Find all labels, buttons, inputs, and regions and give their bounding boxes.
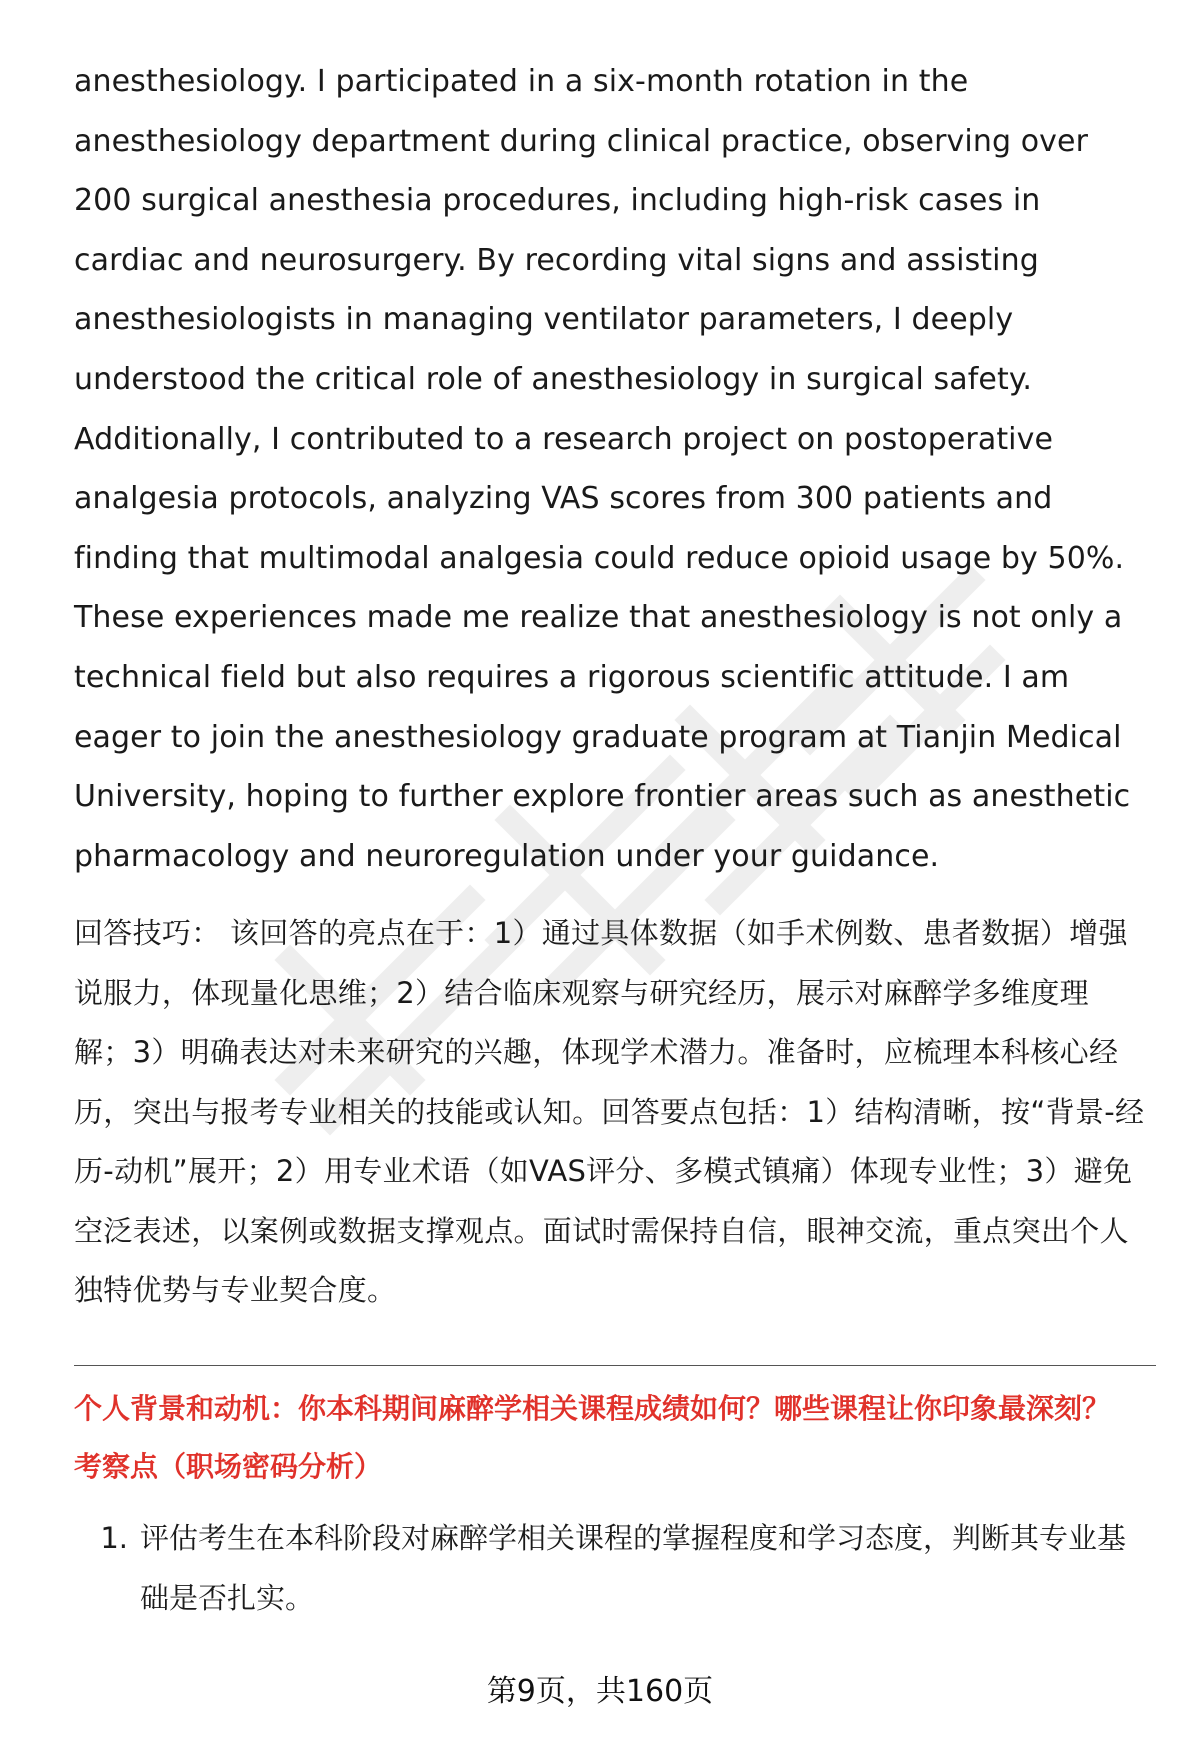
page-number-footer: 第9页，共160页 [486, 1674, 714, 1709]
assessment-points-list [74, 1508, 1146, 1628]
assessment-points-heading: 考察点（职场密码分析） [74, 1449, 383, 1483]
answer-english-paragraph: anesthesiology. I participated in a six-month rotation in the anesthesiology department during clinical practice, observing over 200 surgical anesthesia procedures, including high-risk cases in cardiac and neurosurgery. By recording vital signs and assisting anesthesiologists in managing ventilator parameters, I deeply understood the critical role of anesthesiology in surgical safety. Additionally, I contributed to a research project on postoperative analgesia protocols, analyzing VAS scores from 300 patients and finding that multimodal analgesia could reduce opioid usage by 50%. These experiences made me realize that anesthesiology is not only a technical field but also requires a rigorous scientific attitude. I am eager to join the anesthesiology graduate program at Tianjin Medical University, hoping to further explore frontier areas such as anesthetic pharmacology and neuroregulation under your guidance. [74, 64, 1131, 874]
list-item-text: 评估考生在本科阶段对麻醉学相关课程的掌握程度和学习态度，判断其专业基础是否扎实。 [140, 1520, 1127, 1615]
list-item-number: 1. [100, 1520, 128, 1555]
list-item [74, 1508, 1146, 1628]
question-heading: 个人背景和动机：你本科期间麻醉学相关课程成绩如何？哪些课程让你印象最深刻？ [74, 1391, 1111, 1425]
answer-tips-paragraph: 回答技巧： 该回答的亮点在于：1）通过具体数据（如手术例数、患者数据）增强说服力，体现量化思维；2）结合临床观察与研究经历，展示对麻醉学多维度理解；3）明确表达对未来研究的兴趣，体现学术潜力。准备时，应梳理本科核心经历，突出与报考专业相关的技能或认知。回答要点包括：1）结构清晰，按“背景-经历-动机”展开；2）用专业术语（如VAS评分、多模式镇痛）体现专业性；3）避免空泛表述，以案例或数据支撑观点。面试时需保持自信，眼神交流，重点突出个人独特优势与专业契合度。 [74, 916, 1145, 1308]
content-area [74, 52, 1146, 1628]
section-divider [74, 1365, 1156, 1366]
